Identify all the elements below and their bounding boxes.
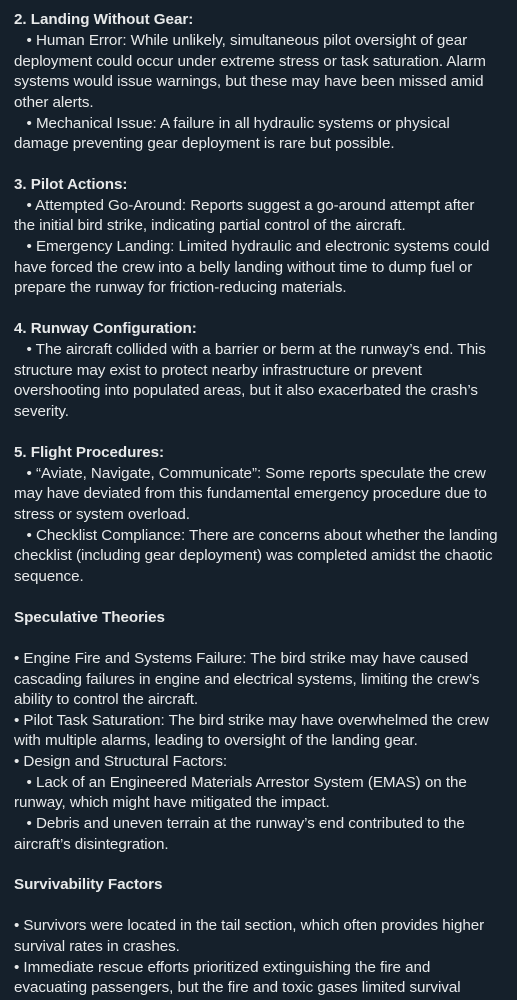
text-line: • Human Error: While unlikely, simultaneous pilot oversight of gear [14, 32, 468, 49]
text-line: survival rates in crashes. [14, 938, 180, 955]
heading-flight-procedures: 5. Flight Procedures: [14, 444, 165, 461]
heading-speculative-theories: Speculative Theories [14, 609, 165, 626]
text-line: • The aircraft collided with a barrier or berm at the runway’s end. This [14, 341, 486, 358]
text-line: aircraft’s disintegration. [14, 836, 169, 853]
text-line: runway, which might have mitigated the impact. [14, 794, 330, 811]
text-line: cascading failures in engine and electrical systems, limiting the crew’s [14, 671, 480, 688]
text-line: • “Aviate, Navigate, Communicate”: Some reports speculate the crew [14, 465, 486, 482]
text-line: sequence. [14, 568, 84, 585]
text-line: with multiple alarms, leading to oversight of the landing gear. [14, 732, 418, 749]
text-line: • Debris and uneven terrain at the runway’s end contributed to the [14, 815, 465, 832]
text-line: • Lack of an Engineered Materials Arrestor System (EMAS) on the [14, 774, 467, 791]
heading-survivability-factors: Survivability Factors [14, 876, 163, 893]
text-line: stress or system overload. [14, 506, 190, 523]
text-line: • Emergency Landing: Limited hydraulic and electronic systems could [14, 238, 490, 255]
text-line: • Pilot Task Saturation: The bird strike may have overwhelmed the crew [14, 712, 489, 729]
text-line: • Attempted Go-Around: Reports suggest a go-around attempt after [14, 197, 475, 214]
text-line: damage preventing gear deployment is rare but possible. [14, 135, 395, 152]
text-line: ability to control the aircraft. [14, 691, 199, 708]
text-line: evacuating passengers, but the fire and toxic gases limited survival [14, 979, 461, 996]
text-line: prepare the runway for friction-reducing materials. [14, 279, 347, 296]
heading-runway-configuration: 4. Runway Configuration: [14, 320, 197, 337]
text-line: deployment could occur under extreme stress or task saturation. Alarm [14, 53, 486, 70]
text-line: the initial bird strike, indicating partial control of the aircraft. [14, 217, 406, 234]
text-line: other alerts. [14, 94, 94, 111]
text-line: • Survivors were located in the tail section, which often provides higher [14, 917, 485, 934]
text-line: severity. [14, 403, 69, 420]
heading-pilot-actions: 3. Pilot Actions: [14, 176, 128, 193]
text-line: systems would issue warnings, but these may have been missed amid [14, 73, 484, 90]
text-line: • Checklist Compliance: There are concerns about whether the landing [14, 527, 498, 544]
text-line: have forced the crew into a belly landing without time to dump fuel or [14, 259, 473, 276]
text-line: • Mechanical Issue: A failure in all hydraulic systems or physical [14, 115, 450, 132]
text-line: overshooting into populated areas, but it also exacerbated the crash’s [14, 382, 478, 399]
text-line: • Design and Structural Factors: [14, 753, 228, 770]
text-line: • Immediate rescue efforts prioritized extinguishing the fire and [14, 959, 431, 976]
text-line: checklist (including gear deployment) was completed amidst the chaotic [14, 547, 493, 564]
text-line: may have deviated from this fundamental emergency procedure due to [14, 485, 487, 502]
heading-landing-without-gear: 2. Landing Without Gear: [14, 11, 194, 28]
text-line: • Engine Fire and Systems Failure: The bird strike may have caused [14, 650, 469, 667]
text-line: structure may exist to protect nearby infrastructure or prevent [14, 362, 422, 379]
